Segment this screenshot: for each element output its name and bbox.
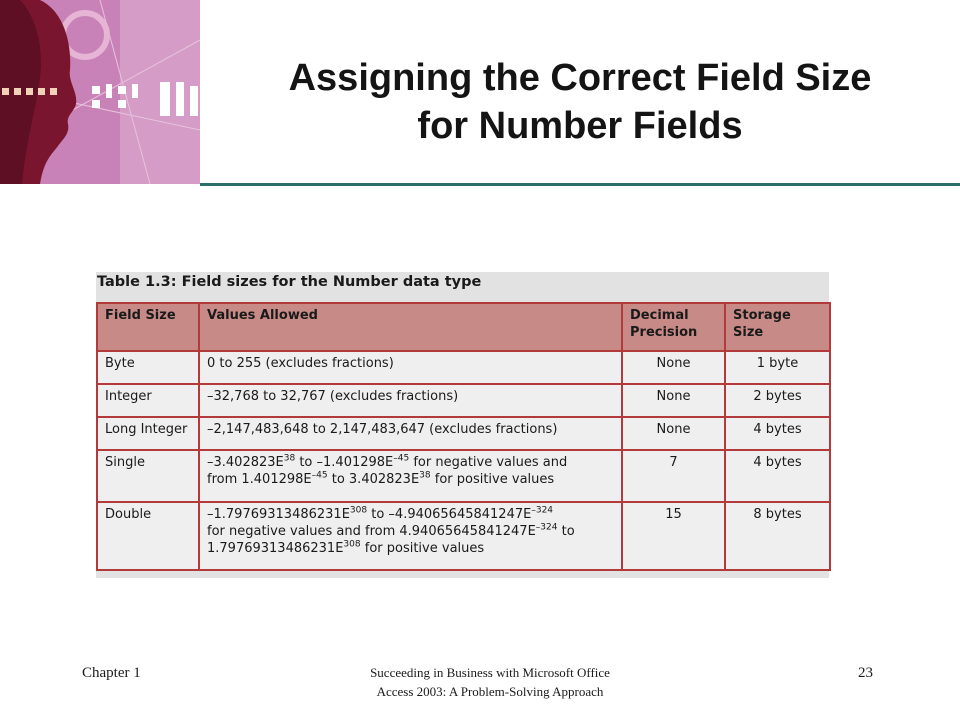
cell-values-allowed — [199, 450, 622, 502]
value-text: –3.402823E — [207, 455, 284, 470]
slide-title — [215, 54, 945, 150]
cell-storage-size: 1 byte — [725, 351, 830, 384]
cell-decimal-precision: 15 — [622, 502, 725, 570]
header-storage-size — [725, 303, 830, 351]
table-header-row — [97, 303, 830, 351]
header-values-allowed: Values Allowed — [199, 303, 622, 351]
footer-chapter: Chapter 1 — [82, 665, 141, 681]
value-exponent: –324 — [531, 505, 554, 516]
cell-storage-size: 2 bytes — [725, 384, 830, 417]
value-exponent: –45 — [311, 470, 328, 481]
value-text: from 1.401298E — [207, 472, 312, 487]
cell-decimal-precision: 7 — [622, 450, 725, 502]
field-size-table-figure — [96, 272, 829, 578]
cell-field-size: Long Integer — [97, 417, 199, 450]
value-exponent: –45 — [393, 453, 410, 464]
header-field-size: Field Size — [97, 303, 199, 351]
slide-title-line-2: for Number Fields — [417, 105, 743, 147]
cell-decimal-precision: None — [622, 351, 725, 384]
footer-page-number: 23 — [858, 665, 873, 681]
value-text: –1.79769313486231E — [207, 507, 350, 522]
header-decimal-precision — [622, 303, 725, 351]
value-text: for negative values and from 4.94065645841247E — [207, 524, 536, 539]
cell-storage-size: 4 bytes — [725, 450, 830, 502]
cell-field-size: Single — [97, 450, 199, 502]
cell-storage-size: 8 bytes — [725, 502, 830, 570]
footer-book-title — [300, 663, 680, 701]
footer-book-title-line-1: Succeeding in Business with Microsoft Office — [370, 665, 610, 680]
value-exponent: 38 — [419, 470, 431, 481]
value-exponent: –324 — [535, 522, 558, 533]
cell-field-size: Integer — [97, 384, 199, 417]
value-text: for negative values and — [409, 455, 568, 470]
cell-storage-size: 4 bytes — [725, 417, 830, 450]
table-row — [97, 502, 830, 570]
header-decimal-precision-line-2: Precision — [630, 325, 698, 340]
value-text: to — [557, 524, 575, 539]
table-row — [97, 417, 830, 450]
cell-values-allowed: 0 to 255 (excludes fractions) — [199, 351, 622, 384]
cell-values-allowed: –32,768 to 32,767 (excludes fractions) — [199, 384, 622, 417]
header-decimal-precision-line-1: Decimal — [630, 308, 689, 323]
cell-decimal-precision: None — [622, 384, 725, 417]
value-exponent: 308 — [349, 505, 368, 516]
slide-title-line-1: Assigning the Correct Field Size — [288, 57, 872, 99]
value-text: for positive values — [360, 541, 485, 556]
value-text: for positive values — [430, 472, 555, 487]
value-text: to –1.401298E — [295, 455, 394, 470]
table-row — [97, 351, 830, 384]
value-text: 1.79769313486231E — [207, 541, 344, 556]
value-exponent: 308 — [343, 539, 361, 550]
table-caption: Table 1.3: Field sizes for the Number data type — [97, 274, 482, 290]
cell-values-allowed: –2,147,483,648 to 2,147,483,647 (excludes fractions) — [199, 417, 622, 450]
header-decorative-art — [0, 0, 200, 184]
header-storage-size-line-2: Size — [733, 325, 764, 340]
header-storage-size-line-1: Storage — [733, 308, 791, 323]
value-text: to 3.402823E — [327, 472, 420, 487]
header-rule — [200, 183, 960, 186]
cell-field-size: Double — [97, 502, 199, 570]
table-row — [97, 384, 830, 417]
value-text: to –4.94065645841247E — [367, 507, 532, 522]
value-exponent: 38 — [283, 453, 296, 464]
cell-decimal-precision: None — [622, 417, 725, 450]
table-row — [97, 450, 830, 502]
field-size-table — [96, 302, 831, 571]
footer-book-title-line-2: Access 2003: A Problem-Solving Approach — [376, 684, 604, 699]
cell-field-size: Byte — [97, 351, 199, 384]
cell-values-allowed — [199, 502, 622, 570]
